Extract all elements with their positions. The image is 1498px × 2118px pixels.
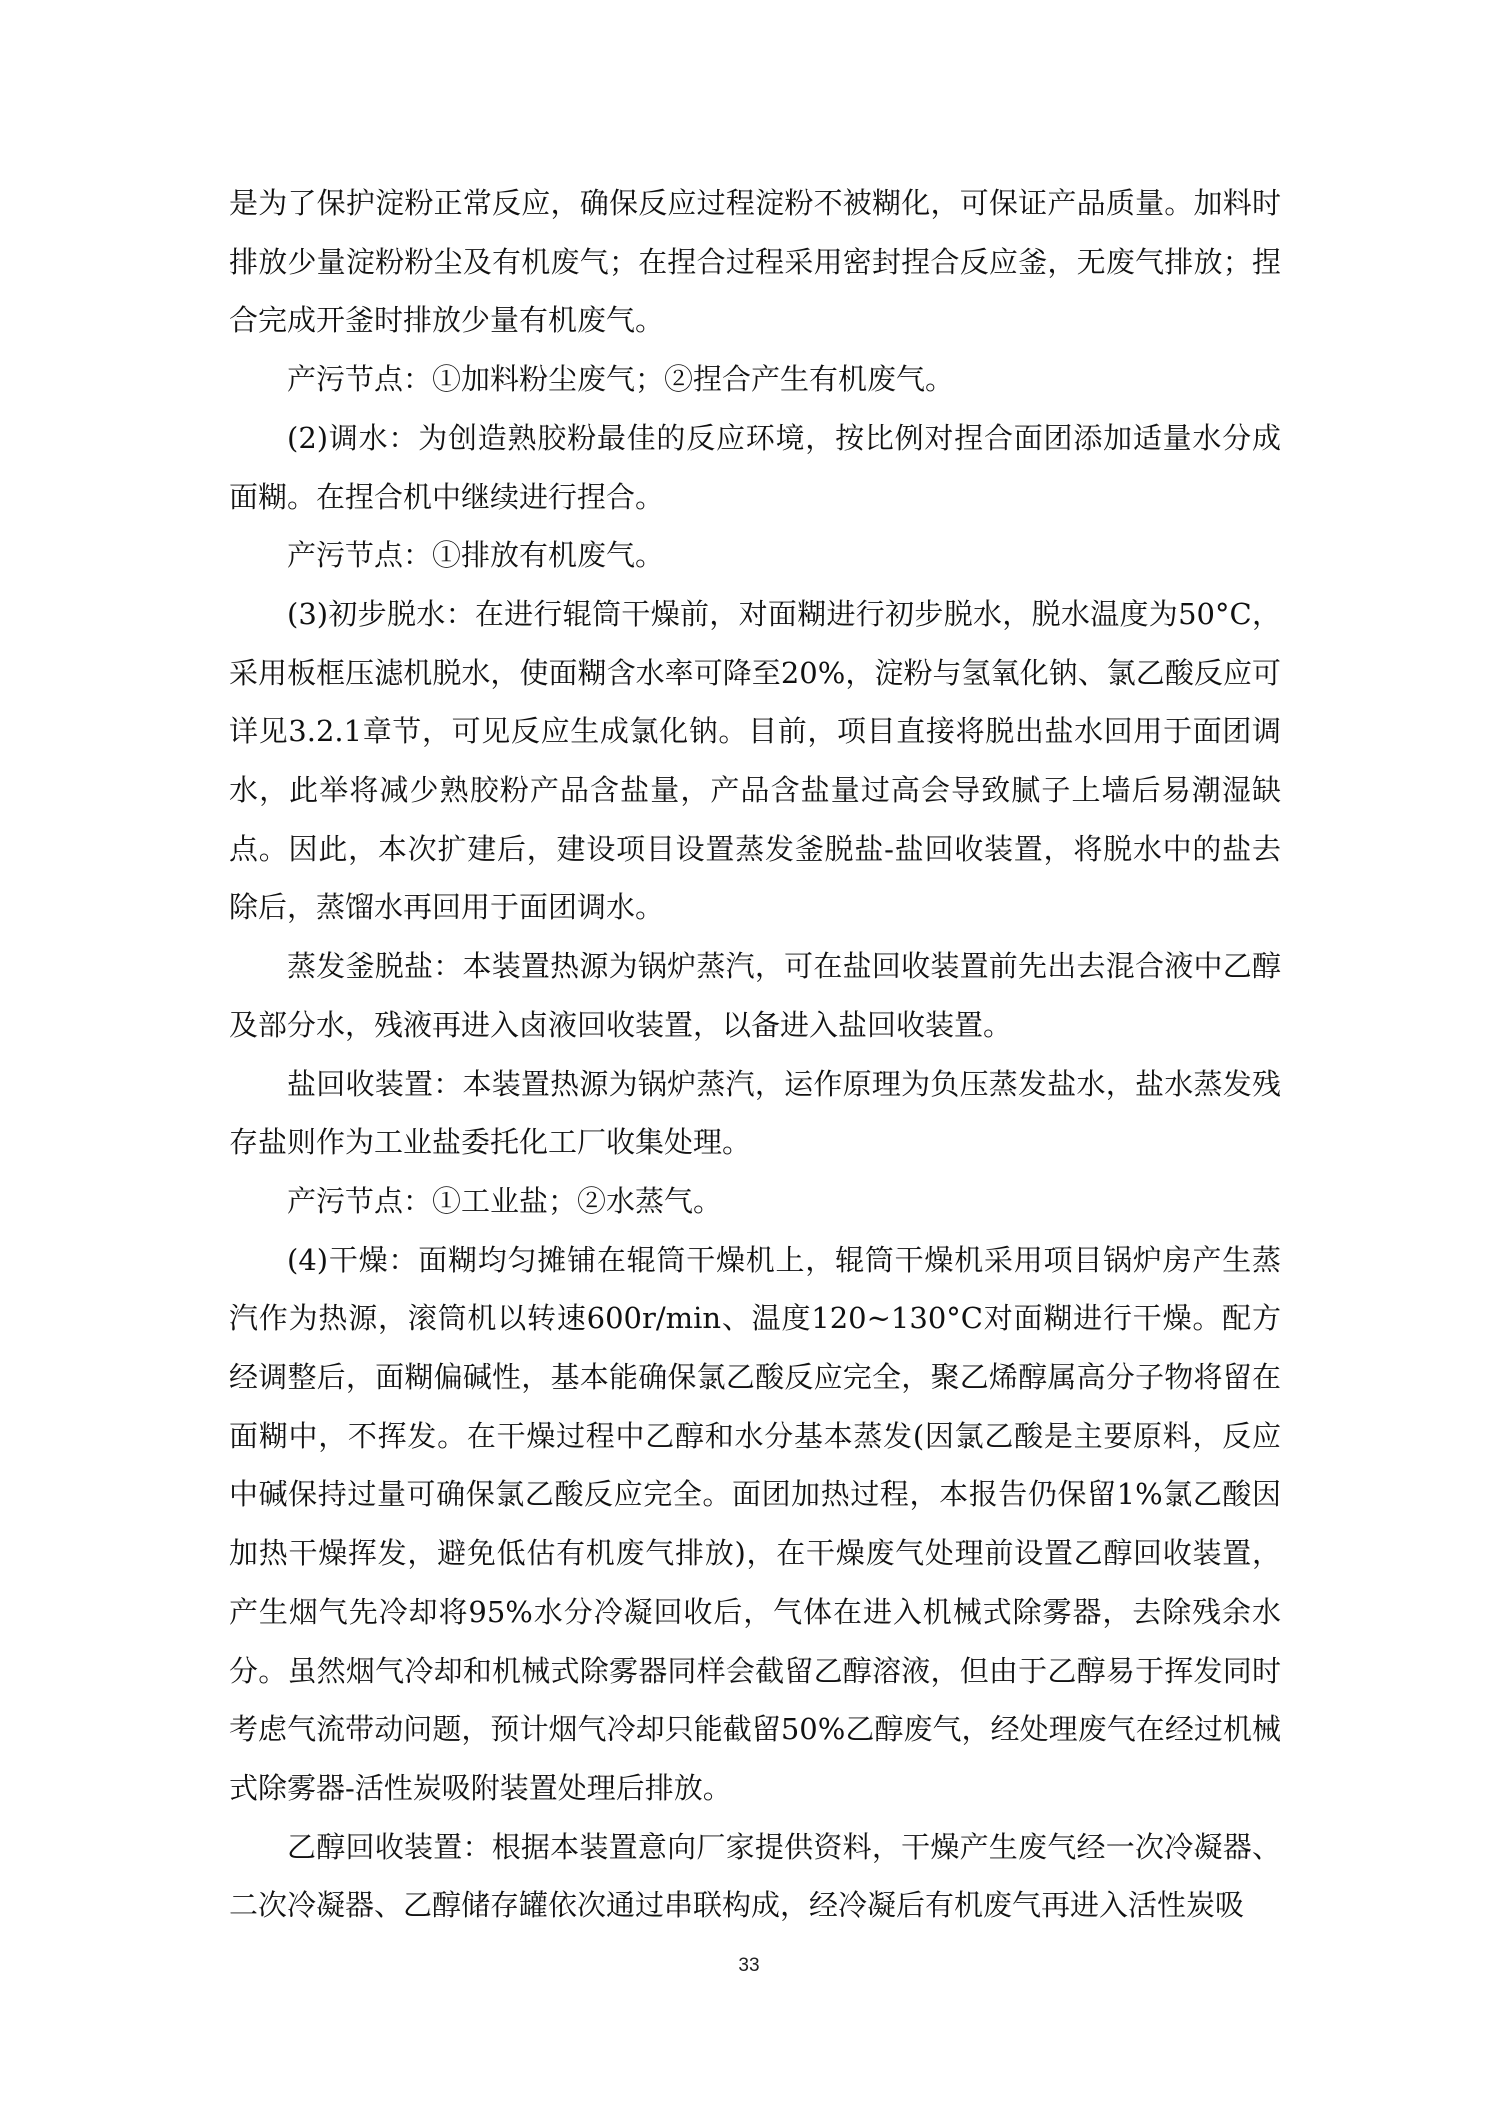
paragraph-pollution-node-2: 产污节点：①排放有机废气。 (287, 538, 665, 573)
paragraph-pollution-node-3: 产污节点：①工业盐；②水蒸气。 (287, 1183, 723, 1218)
paragraph-step-2-water-adjust: (2)调水：为创造熟胶粉最佳的反应环境，按比例对捏合面团添加适量水分成面糊。在捏合机中继续进行捏合。 (229, 420, 1281, 514)
paragraph-step-4-drying: (4)干燥：面糊均匀摊铺在辊筒干燥机上，辊筒干燥机采用项目锅炉房产生蒸汽作为热源，滚筒机以转速600r/min、温度120~130°C对面糊进行干燥。配方经调整后，面糊偏碱性，基本能确保氯乙酸反应完全，聚乙烯醇属高分子物将留在面糊中，不挥发。在干燥过程中乙醇和水分基本蒸发(因氯乙酸是主要原料，反应中碱保持过量可确保氯乙酸反应完全。面团加热过程，本报告仍保留1%氯乙酸因加热干燥挥发，避免低估有机废气排放)，在干燥废气处理前设置乙醇回收装置，产生烟气先冷却将95%水分冷凝回收后，气体在进入机械式除雾器，去除残余水分。虽然烟气冷却和机械式除雾器同样会截留乙醇溶液，但由于乙醇易于挥发同时考虑气流带动问题，预计烟气冷却只能截留50%乙醇废气，经处理废气在经过机械式除雾器-活性炭吸附装置处理后排放。 (229, 1242, 1281, 1805)
paragraph-ethanol-recovery: 乙醇回收装置：根据本装置意向厂家提供资料，干燥产生废气经一次冷凝器、二次冷凝器、乙醇储存罐依次通过串联构成，经冷凝后有机废气再进入活性炭吸 (229, 1829, 1281, 1923)
paragraph-pollution-node-1: 产污节点：①加料粉尘废气；②捏合产生有机废气。 (287, 362, 955, 397)
paragraph-step-3-dewatering: (3)初步脱水：在进行辊筒干燥前，对面糊进行初步脱水，脱水温度为50°C，采用板框压滤机脱水，使面糊含水率可降至20%，淀粉与氢氧化钠、氯乙酸反应可详见3.2.1章节，可见反应生成氯化钠。目前，项目直接将脱出盐水回用于面团调水，此举将减少熟胶粉产品含盐量，产品含盐量过高会导致腻子上墙后易潮湿缺点。因此，本次扩建后，建设项目设置蒸发釜脱盐-盐回收装置，将脱水中的盐去除后，蒸馏水再回用于面团调水。 (229, 596, 1281, 925)
paragraph-evaporator-desalting: 蒸发釜脱盐：本装置热源为锅炉蒸汽，可在盐回收装置前先出去混合液中乙醇及部分水，残液再进入卤液回收装置，以备进入盐回收装置。 (229, 949, 1281, 1042)
page-body (229, 174, 1281, 1935)
page-number: 33 (738, 1955, 760, 1976)
paragraph-continuation: 是为了保护淀粉正常反应，确保反应过程淀粉不被糊化，可保证产品质量。加料时排放少量淀粉粉尘及有机废气；在捏合过程采用密封捏合反应釜，无废气排放；捏合完成开釜时排放少量有机废气。 (229, 186, 1281, 338)
paragraph-salt-recovery: 盐回收装置：本装置热源为锅炉蒸汽，运作原理为负压蒸发盐水，盐水蒸发残存盐则作为工业盐委托化工厂收集处理。 (229, 1066, 1281, 1160)
